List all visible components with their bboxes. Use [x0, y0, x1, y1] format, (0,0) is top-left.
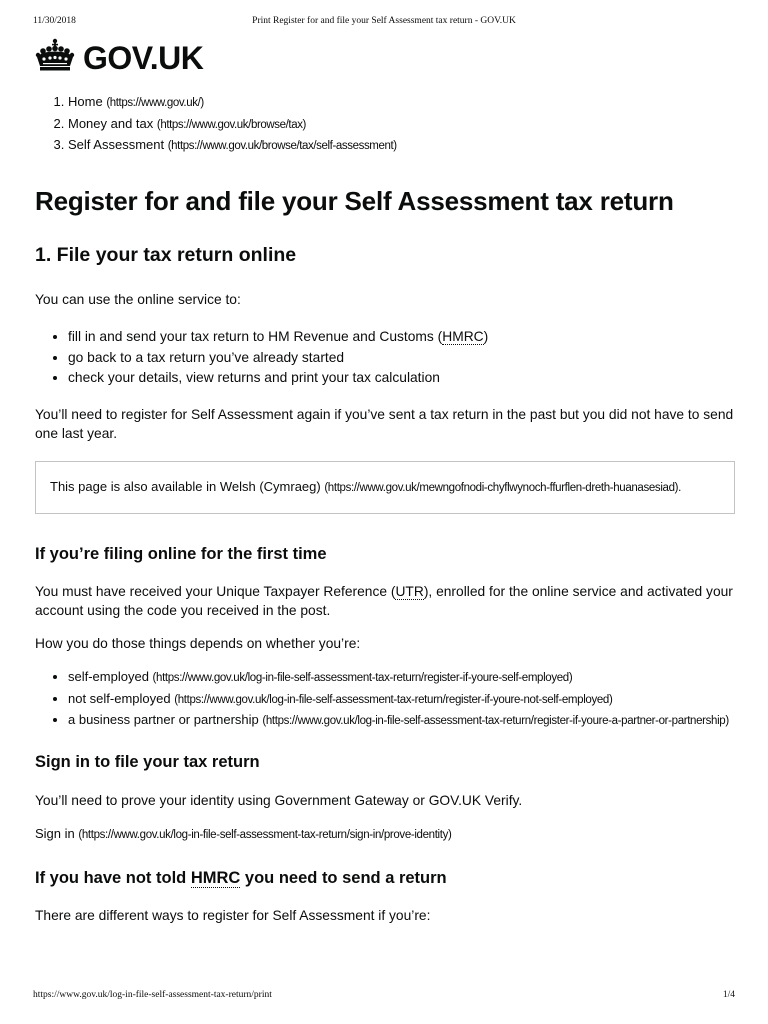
route-self-employed[interactable]: • self-employed (https://www.gov.uk/log-in-file-self-assessment-tax-return/register-if-youre-self-employed) [68, 667, 735, 689]
welsh-inset-notice: This page is also available in Welsh (Cymraeg) (https://www.gov.uk/mewngofnodi-chyflwynoch-ffurflen-dreth-huanasesiad). [35, 461, 735, 514]
breadcrumb-url: (https://www.gov.uk/) [106, 97, 204, 109]
ways-paragraph: There are different ways to register for Self Assessment if you’re: [35, 907, 431, 923]
hmrc-abbreviation: HMRC [442, 329, 484, 344]
page-number: 1/4 [722, 990, 735, 1000]
hmrc-abbreviation: HMRC [190, 868, 241, 887]
first-time-heading: If you’re filing online for the first time [35, 544, 327, 563]
page-title: Register for and file your Self Assessment tax return [35, 185, 674, 216]
print-footer [33, 990, 735, 1004]
print-date: 11/30/2018 [33, 16, 76, 26]
not-told-hmrc-heading: If you have not told HMRC you need to send a return [35, 868, 447, 887]
list-item: • fill in and send your tax return to HM Revenue and Customs (HMRC) [68, 327, 735, 348]
main-content [35, 92, 735, 925]
prove-identity-paragraph: You’ll need to prove your identity using Government Gateway or GOV.UK Verify. [35, 792, 523, 808]
govuk-wordmark: GOV.UK [83, 40, 204, 76]
breadcrumb-item-self-assessment[interactable]: 3. Self Assessment (https://www.gov.uk/browse/tax/self-assessment) [68, 135, 735, 157]
sign-in-heading: Sign in to file your tax return [35, 752, 260, 771]
breadcrumb-url: (https://www.gov.uk/browse/tax/self-assessment) [167, 140, 397, 152]
govuk-logo[interactable] [35, 38, 203, 79]
depends-paragraph: How you do those things depends on whether you’re: [35, 635, 361, 651]
utr-paragraph: You must have received your Unique Taxpayer Reference (UTR), enrolled for the online service and activated your account using the code you received in the post. [35, 583, 733, 618]
list-item: • go back to a tax return you’ve already started [68, 348, 735, 369]
utr-abbreviation: UTR [395, 583, 424, 599]
register-note: You’ll need to register for Self Assessment again if you’ve sent a tax return in the past but you did not have to send one last year. [35, 406, 734, 441]
intro-paragraph: You can use the online service to: [35, 291, 241, 307]
route-not-self-employed[interactable]: • not self-employed (https://www.gov.uk/log-in-file-self-assessment-tax-return/register-if-youre-not-self-employed) [68, 689, 735, 711]
print-page-title: Print Register for and file your Self Assessment tax return - GOV.UK [252, 16, 516, 26]
list-item: • check your details, view returns and print your tax calculation [68, 368, 735, 389]
sign-in-link[interactable]: Sign in (https://www.gov.uk/log-in-file-self-assessment-tax-return/sign-in/prove-identity) [35, 826, 452, 841]
route-partnership[interactable]: • a business partner or partnership (https://www.gov.uk/log-in-file-self-assessment-tax-return/register-if-youre-a-partner-or-partnership) [68, 710, 735, 732]
print-header [33, 16, 735, 30]
registration-routes [35, 667, 735, 732]
breadcrumb [35, 92, 735, 157]
print-url: https://www.gov.uk/log-in-file-self-assessment-tax-return/print [33, 990, 272, 1000]
section-heading: 1. File your tax return online [35, 243, 297, 266]
service-list [35, 327, 735, 389]
breadcrumb-item-home[interactable]: 1. Home (https://www.gov.uk/) [68, 92, 735, 114]
welsh-link[interactable]: (https://www.gov.uk/mewngofnodi-chyflwynoch-ffurflen-dreth-huanasesiad). [324, 481, 681, 494]
breadcrumb-item-money-and-tax[interactable]: 2. Money and tax (https://www.gov.uk/browse/tax) [68, 114, 735, 136]
crown-icon [35, 38, 75, 79]
breadcrumb-url: (https://www.gov.uk/browse/tax) [156, 118, 306, 131]
